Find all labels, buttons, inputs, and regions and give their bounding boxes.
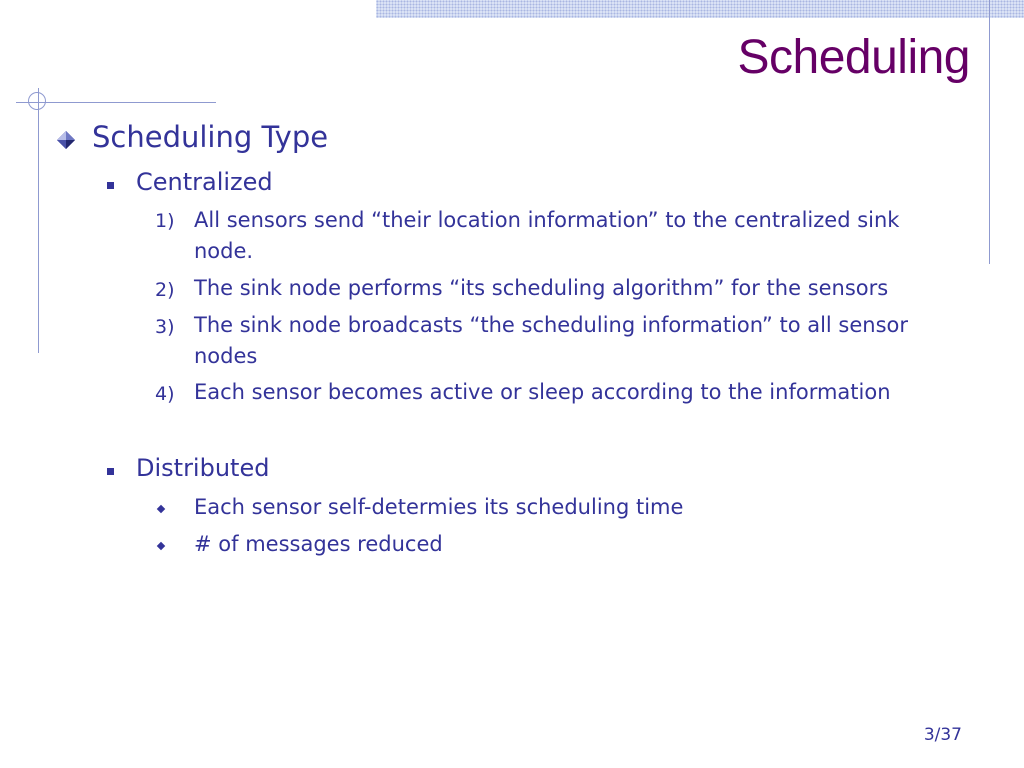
step-text: All sensors send “their location information” to the centralized sink node. — [194, 208, 900, 263]
square-bullet-icon — [107, 468, 114, 475]
square-bullet-icon — [107, 182, 114, 189]
step-text: The sink node performs “its scheduling algorithm” for the sensors — [194, 276, 889, 300]
step-number: 2) — [155, 279, 175, 301]
centralized-label: Centralized — [136, 168, 273, 196]
step-number: 4) — [155, 383, 175, 405]
section-heading: Scheduling Type — [92, 120, 329, 154]
step-text: The sink node broadcasts “the scheduling information” to all sensor nodes — [194, 313, 909, 368]
step-text: Each sensor becomes active or sleep according to the information — [194, 380, 891, 404]
decorative-horizontal-line — [16, 102, 216, 103]
small-diamond-bullet-icon — [157, 542, 165, 550]
page-number: 3/37 — [923, 725, 962, 745]
top-decorative-band — [376, 0, 1024, 18]
decorative-circle — [28, 92, 46, 110]
distributed-label: Distributed — [136, 454, 270, 482]
diamond-3d-icon — [56, 130, 76, 150]
decorative-vertical-line-left — [38, 88, 39, 353]
distributed-point: Each sensor self-determies its scheduling time — [194, 495, 684, 519]
distributed-point: # of messages reduced — [194, 532, 443, 556]
decorative-vertical-line-right — [989, 0, 990, 264]
small-diamond-bullet-icon — [157, 505, 165, 513]
slide-title: Scheduling — [737, 31, 970, 84]
step-number: 1) — [155, 210, 175, 232]
step-number: 3) — [155, 316, 175, 338]
